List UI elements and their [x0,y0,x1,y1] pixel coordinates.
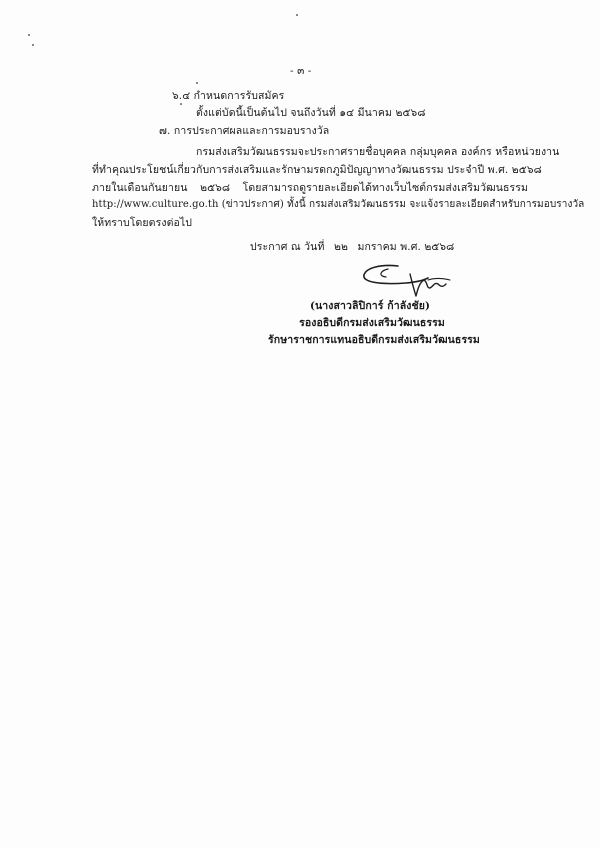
scan-speck [196,82,198,84]
page-number: - ๓ - [290,65,312,77]
handwritten-signature [358,258,478,304]
section-7-paragraph-line-1: กรมส่งเสริมวัฒนธรรมจะประกาศรายชื่อบุคคล กลุ่มบุคคล องค์กร หรือหน่วยงาน [196,146,560,158]
scan-speck [32,44,34,46]
signatory-position: รองอธิบดีกรมส่งเสริมวัฒนธรรม [299,317,445,329]
scan-speck [180,103,182,105]
section-7-paragraph-line-2: ที่ทำคุณประโยชน์เกี่ยวกับการส่งเสริมและรักษามรดกภูมิปัญญาทางวัฒนธรรม ประจำปี พ.ศ. ๒๕๖๘ [92,164,542,176]
announcement-date-month-year: มกราคม พ.ศ. ๒๕๖๘ [357,241,455,253]
signatory-acting-position: รักษาราชการแทนอธิบดีกรมส่งเสริมวัฒนธรรม [268,334,480,346]
scan-speck [296,14,298,16]
section-7-heading: ๗. การประกาศผลและการมอบรางวัล [159,125,330,137]
announcement-date-prefix: ประกาศ ณ วันที่ [250,241,325,253]
section-7-paragraph-line-3: ภายในเดือนกันยายน ๒๕๖๘ โดยสามารถดูรายละเอียดได้ทางเว็บไซต์กรมส่งเสริมวัฒนธรรม [92,182,528,194]
section-6-4-detail: ตั้งแต่บัดนี้เป็นต้นไป จนถึงวันที่ ๑๔ มีนาคม ๒๕๖๘ [196,107,426,119]
signatory-name: (นางสาวลิปิการ์ ก้าลังชัย) [309,300,431,312]
section-7-paragraph-line-5: ให้ทราบโดยตรงต่อไป [92,217,193,229]
announcement-date [250,240,454,254]
scan-speck [28,34,30,36]
announcement-date-day: ๒๒ [333,241,348,253]
section-7-paragraph-line-4: http://www.culture.go.th (ข่าวประกาศ) ทั้งนี้ กรมส่งเสริมวัฒนธรรม จะแจ้งรายละเอียดสำหรับการมอบรางวัล [92,199,585,210]
section-6-4-heading: ๖.๔ กำหนดการรับสมัคร [172,90,285,102]
